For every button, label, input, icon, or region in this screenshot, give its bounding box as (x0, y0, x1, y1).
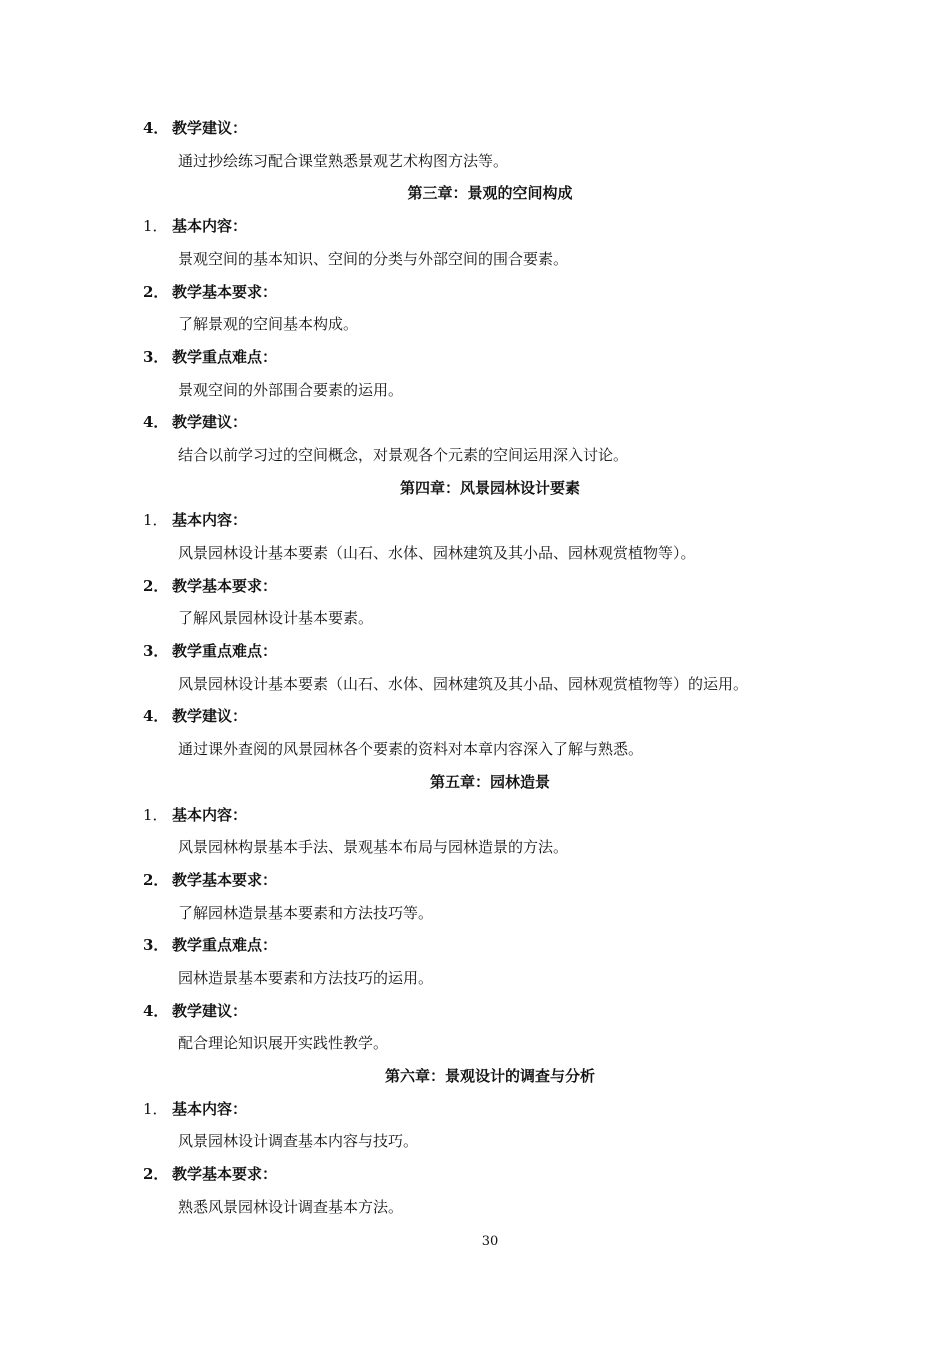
item-label: 基本内容： (172, 511, 248, 529)
chapter-title: 第四章：风景园林设计要素 (399, 479, 580, 497)
item-number: 2． (143, 283, 169, 301)
item-label: 教学基本要求： (172, 283, 278, 301)
item-label: 教学重点难点： (172, 642, 278, 660)
item-label: 教学建议： (172, 119, 248, 137)
item-number: 1． (143, 806, 168, 824)
paragraph-text: 了解风景园林设计基本要素。 (178, 609, 374, 627)
paragraph-text: 通过抄绘练习配合课堂熟悉景观艺术构图方法等。 (178, 152, 509, 170)
chapter-title: 第五章：园林造景 (429, 773, 550, 791)
item-label: 教学基本要求： (172, 577, 278, 595)
item-label: 教学基本要求： (172, 1165, 278, 1183)
section-heading (143, 706, 247, 726)
item-number: 3． (143, 348, 169, 366)
chapter-title: 第六章：景观设计的调查与分析 (384, 1067, 595, 1085)
section-heading (143, 870, 277, 890)
paragraph-text: 景观空间的基本知识、空间的分类与外部空间的围合要素。 (178, 250, 569, 268)
section-heading (143, 1164, 277, 1184)
item-number: 4． (143, 413, 169, 431)
section-heading (143, 510, 247, 530)
item-label: 教学建议： (172, 1002, 248, 1020)
item-number: 2． (143, 1165, 169, 1183)
paragraph-text: 风景园林构景基本手法、景观基本布局与园林造景的方法。 (178, 838, 569, 856)
section-heading (143, 805, 247, 825)
chapter-title: 第三章：景观的空间构成 (407, 184, 573, 202)
section-heading (143, 347, 277, 367)
section-heading (143, 935, 277, 955)
item-number: 3． (143, 936, 169, 954)
section-heading (143, 576, 277, 596)
section-heading (143, 216, 247, 236)
section-heading (143, 641, 277, 661)
paragraph-text: 配合理论知识展开实践性教学。 (178, 1034, 389, 1052)
paragraph-text: 风景园林设计调查基本内容与技巧。 (178, 1132, 419, 1150)
section-heading (143, 118, 247, 138)
paragraph-text: 园林造景基本要素和方法技巧的运用。 (178, 969, 434, 987)
item-number: 1． (143, 1100, 168, 1118)
item-label: 教学建议： (172, 413, 248, 431)
paragraph-text: 了解景观的空间基本构成。 (178, 315, 359, 333)
item-label: 基本内容： (172, 217, 248, 235)
section-heading (143, 1001, 247, 1021)
paragraph-text: 结合以前学习过的空间概念，对景观各个元素的空间运用深入讨论。 (178, 446, 629, 464)
item-label: 教学重点难点： (172, 936, 278, 954)
item-number: 1． (143, 217, 168, 235)
item-label: 教学基本要求： (172, 871, 278, 889)
item-number: 4． (143, 119, 169, 137)
item-number: 2． (143, 871, 169, 889)
item-number: 4． (143, 707, 169, 725)
item-number: 2． (143, 577, 169, 595)
item-number: 4． (143, 1002, 169, 1020)
paragraph-text: 风景园林设计基本要素（山石、水体、园林建筑及其小品、园林观赏植物等）的运用。 (178, 675, 749, 693)
item-number: 1． (143, 511, 168, 529)
paragraph-text: 了解园林造景基本要素和方法技巧等。 (178, 904, 434, 922)
paragraph-text: 风景园林设计基本要素（山石、水体、园林建筑及其小品、园林观赏植物等）。 (178, 544, 696, 562)
item-label: 基本内容： (172, 1100, 248, 1118)
item-label: 教学重点难点： (172, 348, 278, 366)
page-number: 30 (481, 1234, 499, 1249)
section-heading (143, 1099, 247, 1119)
section-heading (143, 412, 247, 432)
item-label: 基本内容： (172, 806, 248, 824)
paragraph-text: 熟悉风景园林设计调查基本方法。 (178, 1198, 404, 1216)
section-heading (143, 282, 277, 302)
item-number: 3． (143, 642, 169, 660)
item-label: 教学建议： (172, 707, 248, 725)
paragraph-text: 景观空间的外部围合要素的运用。 (178, 381, 404, 399)
paragraph-text: 通过课外查阅的风景园林各个要素的资料对本章内容深入了解与熟悉。 (178, 740, 644, 758)
